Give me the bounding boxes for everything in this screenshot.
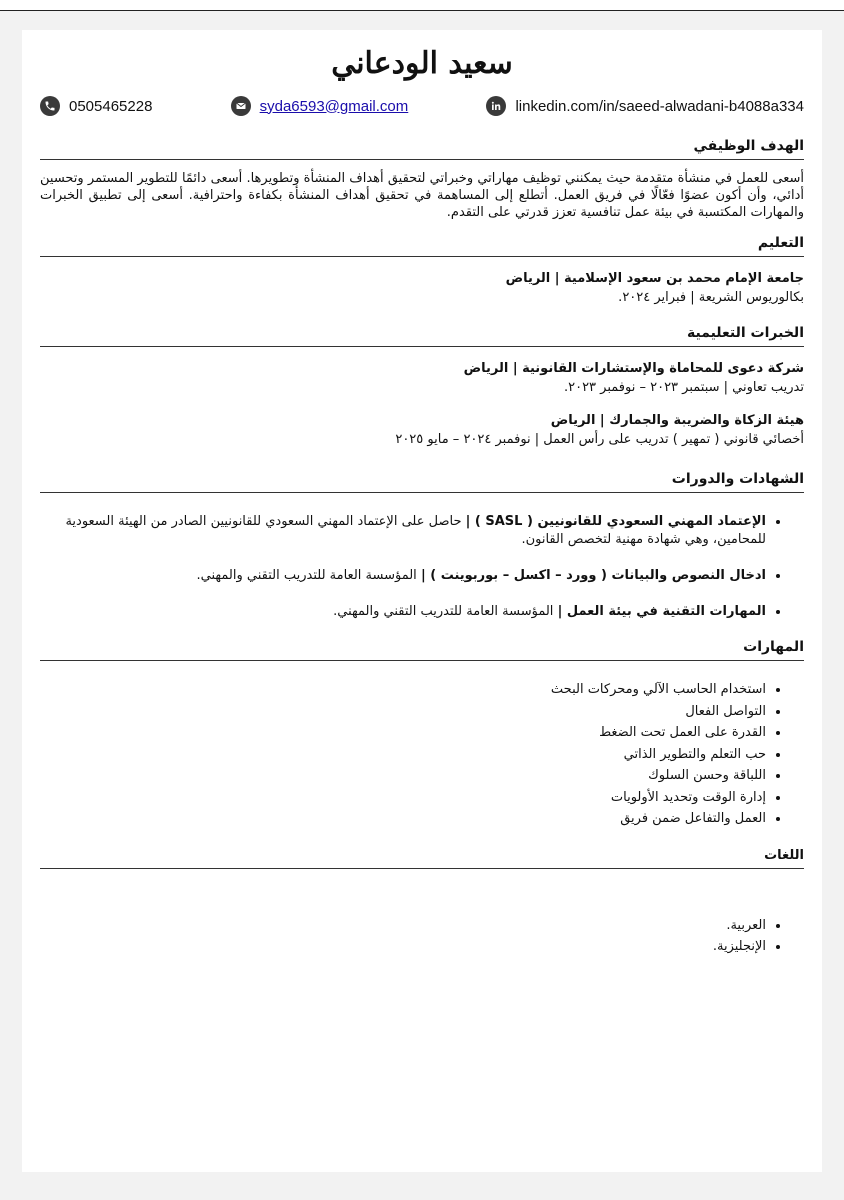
list-item: • القدرة على العمل تحت الضغط	[40, 722, 766, 744]
certification-name: الإعتماد المهني السعودي للقانونيين ( SASL ) |	[465, 514, 766, 529]
section-title-objective: الهدف الوظيفي	[40, 138, 804, 160]
email-contact	[231, 96, 409, 116]
section-title-languages: اللغات	[40, 848, 804, 869]
certifications-list	[40, 513, 804, 621]
linkedin-icon	[486, 96, 506, 116]
experience-org: هيئة الزكاة والضريبة والجمارك | الرياض	[550, 413, 804, 428]
list-item: • استخدام الحاسب الآلي ومحركات البحث	[40, 679, 766, 701]
list-item: • العمل والتفاعل ضمن فريق	[40, 808, 766, 830]
resume-page	[22, 30, 822, 1172]
languages-list	[40, 915, 804, 957]
list-item	[40, 567, 766, 585]
objective-text: أسعى للعمل في منشأة متقدمة حيث يمكنني توظيف مهاراتي وخبراتي لتحقيق أهداف المنشأة وتطويرها. أسعى دائمًا للتطوير المستمر وتحسين أدائي، وأن أكون عضوًا فعّالًا في فريق العمل. أتطلع إلى المساهمة في تحقيق أهداف المنشأة بكفاءة واحترافية. أسعى إلى تطبيق الخبرات والمهارات المكتسبة في بيئة عمل تنافسية تعزز قدرتي على التقدم.	[40, 171, 804, 220]
experience-detail: تدريب تعاوني | سبتمبر ٢٠٢٣ – نوفمبر ٢٠٢٣.	[563, 380, 804, 395]
phone-number: 0505465228	[69, 97, 153, 115]
list-item: • إدارة الوقت وتحديد الأولويات	[40, 787, 766, 809]
certification-name: ادخال النصوص والبيانات ( وورد – اكسل – بوربوينت ) |	[420, 568, 766, 583]
resume-content	[40, 30, 804, 1172]
certification-desc: المؤسسة العامة للتدريب التقني والمهني.	[333, 604, 554, 619]
skills-list	[40, 679, 804, 830]
top-bar	[0, 0, 844, 11]
list-item: • العربية.	[40, 915, 766, 936]
education-detail: بكالوريوس الشريعة | فبراير ٢٠٢٤.	[618, 290, 804, 305]
list-item	[40, 603, 766, 621]
list-item	[40, 513, 766, 549]
linkedin-url[interactable]: linkedin.com/in/saeed-alwadani-b4088a334	[515, 97, 804, 115]
list-item: • الإنجليزية.	[40, 936, 766, 957]
education-institution: جامعة الإمام محمد بن سعود الإسلامية | الرياض	[505, 271, 804, 286]
experience-org: شركة دعوى للمحاماة والإستشارات القانونية | الرياض	[463, 361, 804, 376]
experience-detail: أخصائي قانوني ( تمهير ) تدريب على رأس العمل | نوفمبر ٢٠٢٤ – مايو ٢٠٢٥	[395, 432, 804, 447]
phone-contact	[40, 96, 152, 116]
education-entry	[40, 269, 804, 307]
section-title-skills: المهارات	[40, 639, 804, 661]
certification-name: المهارات التقنية في بيئة العمل |	[557, 604, 766, 619]
email-link[interactable]: syda6593@gmail.com	[259, 97, 409, 115]
phone-icon	[40, 96, 60, 116]
contact-row	[40, 96, 804, 116]
list-item: • اللباقة وحسن السلوك	[40, 765, 766, 787]
list-item: • التواصل الفعال	[40, 701, 766, 723]
envelope-icon	[231, 96, 251, 116]
experience-entry	[40, 411, 804, 449]
certification-desc: حاصل على الإعتماد المهني السعودي للقانونيين الصادر من الهيئة السعودية للمحامين، وهي شهادة مهنية لتخصص القانون.	[65, 514, 766, 547]
list-item: • حب التعلم والتطوير الذاتي	[40, 744, 766, 766]
certification-desc: المؤسسة العامة للتدريب التقني والمهني.	[196, 568, 417, 583]
section-title-education: التعليم	[40, 235, 804, 257]
experience-entry	[40, 359, 804, 397]
section-title-experience: الخبرات التعليمية	[40, 325, 804, 347]
section-title-certifications: الشهادات والدورات	[40, 471, 804, 493]
person-name: سعيد الودعاني	[331, 46, 513, 81]
linkedin-contact	[486, 96, 804, 116]
